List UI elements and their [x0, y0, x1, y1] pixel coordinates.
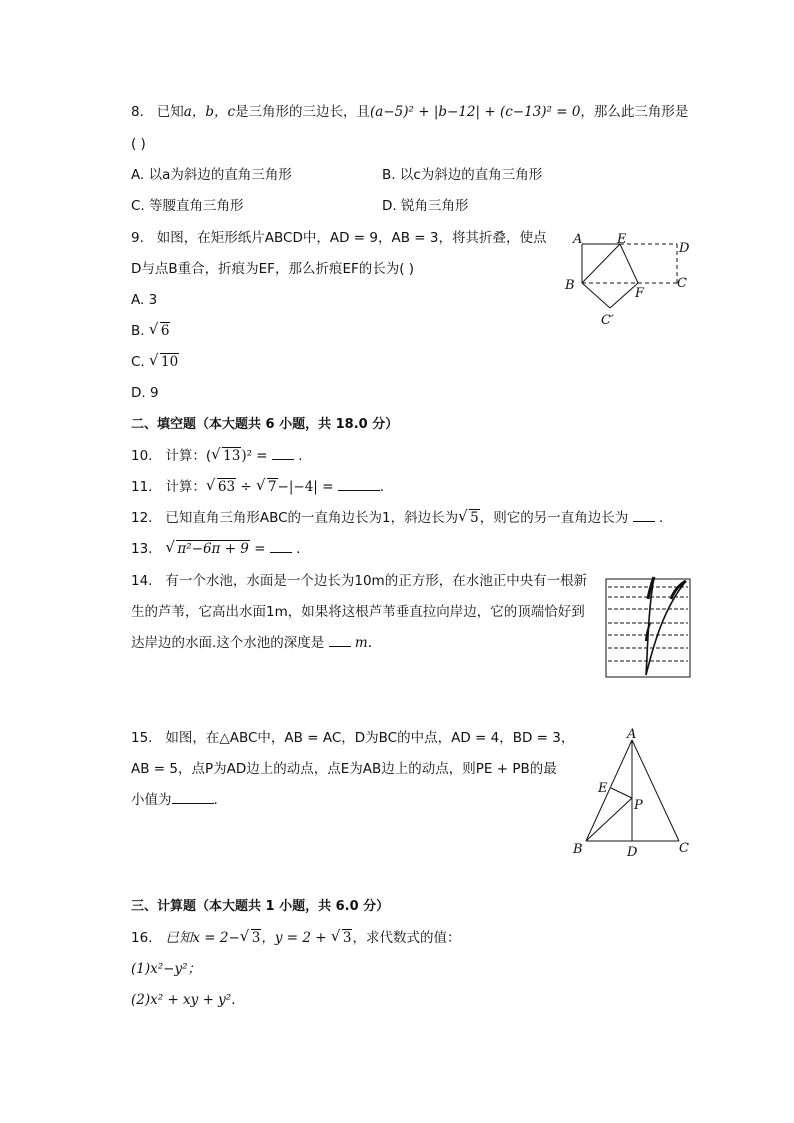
q9-text-1: 如图，在矩形纸片ABCD中，AD = 9，AB = 3，将其折叠，使点	[156, 230, 547, 246]
q15-edge-ac	[632, 740, 679, 841]
q11-radical-1: √ 63	[205, 476, 236, 495]
q14-text-3b: m.	[354, 635, 372, 651]
q9-option-b-prefix: B.	[131, 323, 149, 339]
q15-edge-bp	[586, 798, 632, 841]
q13-line	[131, 540, 300, 558]
q10-line	[131, 447, 303, 465]
q9-label-b: B	[565, 278, 575, 293]
q16-text-c: ，求代数式的值：	[352, 930, 461, 946]
q9-label-c: C	[677, 276, 687, 291]
q12-radical: √ 5	[458, 507, 479, 526]
q13-number: 13.	[131, 541, 153, 557]
q13-text-b: =	[249, 541, 270, 557]
q16-radical-2: √ 3	[330, 927, 352, 946]
q8-option-b: B. 以c为斜边的直角三角形	[382, 167, 543, 183]
q15-line3	[131, 791, 218, 809]
q16-radicand-2: 3	[342, 930, 352, 946]
q15-line2: AB = 5，点P为AD边上的动点，点E为AB边上的动点，则PE + PB的最	[131, 761, 557, 777]
q9-option-b-radicand: 6	[160, 323, 170, 339]
q14-line3	[131, 634, 372, 652]
q16-radical-1: √ 3	[239, 927, 261, 946]
q14-answer-blank[interactable]	[329, 634, 351, 647]
q9-line2: D与点B重合，折痕为EF，那么折痕EF的长为( )	[131, 261, 415, 277]
q10-text-a: 计算：(	[165, 448, 212, 464]
q10-answer-blank[interactable]	[272, 447, 294, 460]
q12-text-a: 已知直角三角形ABC的一直角边长为1，斜边长为	[165, 510, 459, 526]
q9-label-a: A	[573, 232, 583, 247]
q13-end: .	[291, 541, 301, 557]
q8-equation: (a−5)² + |b−12| + (c−13)² = 0	[370, 104, 581, 120]
q15-label-b: B	[573, 842, 583, 857]
q11-radical-2: √ 7	[255, 476, 277, 495]
q13-radical: √ π²−6π + 9	[165, 538, 249, 557]
q12-radicand: 5	[470, 510, 479, 526]
q10-text-b: )² =	[241, 448, 272, 464]
q15-text-1: 如图，在△ABC中，AB = AC，D为BC的中点，AD = 4，BD = 3，	[165, 730, 575, 746]
q13-radicand: π²−6π + 9	[177, 541, 249, 557]
q9-edge-be	[582, 244, 620, 283]
q11-radicand-1: 63	[217, 479, 236, 495]
q9-option-a: A. 3	[131, 292, 158, 308]
q10-radical: √ 13	[211, 445, 241, 464]
q12-end: .	[654, 510, 664, 526]
q8-bracket: ( )	[131, 136, 146, 152]
q9-label-c-prime: C′	[601, 313, 614, 328]
q13-answer-blank[interactable]	[270, 540, 292, 553]
q12-answer-blank[interactable]	[633, 509, 655, 522]
q16-line1	[131, 929, 460, 947]
q15-label-d: D	[627, 845, 638, 860]
q14-text-1: 有一个水池，水面是一个边长为10m的正方形，在水池正中央有一根新	[165, 573, 588, 589]
q16-part-2: (2)x² + xy + y².	[131, 992, 236, 1008]
q15-figure	[566, 726, 696, 861]
q15-label-e: E	[598, 781, 608, 796]
q9-option-c-radicand: 10	[161, 354, 179, 370]
q15-text-3: 小值为	[131, 792, 172, 808]
section-2-title: 二、填空题（本大题共 6 小题，共 18.0 分）	[131, 417, 399, 432]
q14-number: 14.	[131, 573, 153, 589]
q11-number: 11.	[131, 479, 153, 495]
q16-number: 16.	[131, 930, 153, 946]
q9-option-b	[131, 322, 170, 340]
q9-option-c-prefix: C.	[131, 354, 150, 370]
q12-text-b: ，则它的另一直角边长为	[479, 510, 629, 526]
q8-stem-b: 是三角形的三边长，且	[235, 104, 371, 120]
q9-edge-ef	[620, 244, 638, 283]
q12-number: 12.	[131, 510, 153, 526]
q8-option-d: D. 锐角三角形	[382, 198, 469, 214]
q11-text-a: 计算：	[165, 479, 206, 495]
q11-end: .	[379, 479, 385, 495]
q14-line2: 生的芦苇，它高出水面1m，如果将这根芦苇垂直拉向岸边，它的顶端恰好到	[131, 604, 585, 620]
q14-line1	[131, 572, 587, 590]
q8-stem-c: ，那么此三角形是	[580, 104, 689, 120]
q9-option-c	[131, 353, 179, 371]
q16-text-b: ，y = 2 +	[261, 930, 331, 946]
q8-vars: a，b，c	[183, 104, 236, 120]
q9-edge-bc2	[582, 283, 610, 308]
q15-answer-blank[interactable]	[172, 791, 214, 804]
q15-number: 15.	[131, 730, 153, 746]
q15-edge-ab	[586, 740, 632, 841]
q8-option-c: C. 等腰直角三角形	[131, 198, 244, 214]
q11-text-b: −|−4| =	[277, 479, 338, 495]
q8-stem-a: 已知	[156, 104, 184, 120]
q8-line1	[131, 103, 688, 121]
q14-figure	[604, 573, 694, 681]
q9-option-c-radical: √ 10	[149, 351, 179, 370]
q15-edge-ep	[611, 788, 632, 798]
q9-label-d: D	[679, 241, 690, 256]
q11-line	[131, 478, 384, 496]
q10-radicand: 13	[223, 448, 241, 464]
q15-label-c: C	[679, 841, 689, 856]
q16-part-1: (1)x²−y²；	[131, 961, 201, 977]
q9-line1	[131, 229, 546, 247]
q8-option-a: A. 以a为斜边的直角三角形	[131, 167, 292, 183]
section-3-title: 三、计算题（本大题共 1 小题，共 6.0 分）	[131, 899, 390, 914]
q9-option-d: D. 9	[131, 385, 159, 401]
q11-radicand-2: 7	[267, 479, 277, 495]
q15-line1	[131, 729, 574, 747]
q16-text-a: 已知x = 2−	[165, 930, 240, 946]
q10-end: .	[293, 448, 303, 464]
q9-label-e: E	[617, 232, 627, 247]
q15-end: .	[213, 792, 218, 808]
q16-radicand-1: 3	[251, 930, 261, 946]
q9-option-b-radical: √ 6	[148, 320, 170, 339]
q9-edge-c2f	[610, 283, 638, 308]
q9-label-f: F	[635, 286, 645, 301]
q12-line	[131, 509, 663, 527]
q15-label-a: A	[627, 727, 637, 742]
q9-number: 9.	[131, 230, 144, 246]
q11-div: ÷	[236, 479, 256, 495]
q14-text-3a: 达岸边的水面.这个水池的深度是	[131, 635, 325, 651]
q10-number: 10.	[131, 448, 153, 464]
q8-number: 8.	[131, 104, 144, 120]
q9-figure	[560, 228, 700, 333]
q15-label-p: P	[634, 798, 643, 813]
q11-answer-blank[interactable]	[338, 478, 380, 491]
